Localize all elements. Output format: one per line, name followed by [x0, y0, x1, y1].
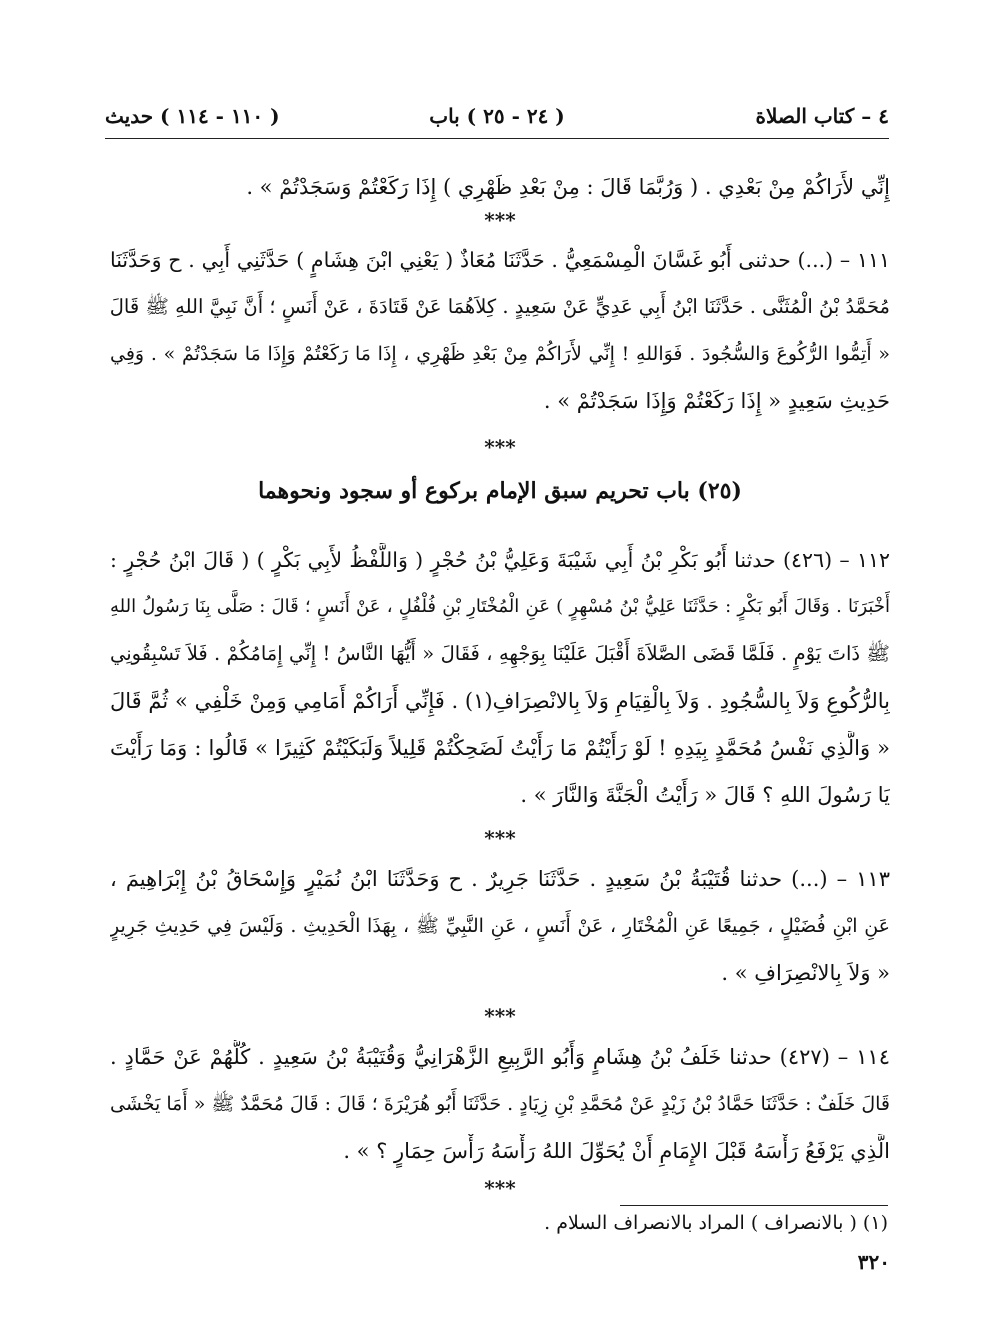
separator-stars: *** — [484, 208, 516, 232]
text-line: بِالرُّكُوعِ وَلاَ بِالسُّجُودِ . وَلاَ بِالْقِيَامِ وَلاَ بِالانْصِرَافِ(١) . فَإِنِّي أَرَاكُمْ أَمَامِي وَمِنْ خَلْفِي » ثُمَّ قَالَ — [110, 689, 890, 713]
hadith-113-line: ١١٣ – (...) حدثنا قُتَيْبَةُ بْنُ سَعِيدٍ . حَدَّثَنَا جَرِيرٌ . ح وَحَدَّثَنَا ابْنُ نُمَيْرٍ وَإِسْحَاقُ بْنُ إِبْرَاهِيمَ ، — [110, 867, 890, 891]
text-line: حَدِيثِ سَعِيدٍ « إِذَا رَكَعْتُمْ وَإِذَا سَجَدْتُمْ » . — [543, 389, 890, 413]
text-line: « أَتِمُّوا الرُّكُوعَ وَالسُّجُودَ . فَوَاللهِ ! إِنِّي لأَرَاكُمْ مِنْ بَعْدِ ظَهْرِي ، إِذَا مَا رَكَعْتُمْ وَإِذَا مَا سَجَدْتُمْ » . وَفِي — [110, 343, 890, 365]
text-line: « وَلاَ بِالانْصِرَافِ » . — [721, 961, 890, 985]
header-hadith-range: ( ١١٠ - ١١٤ ) حديث — [105, 104, 280, 128]
text-line: أَخْبَرَنَا . وَقَالَ أَبُو بَكْرٍ : حَدَّثَنَا عَلِيُّ بْنُ مُسْهِرٍ ) عَنِ الْمُخْتَارِ بْنِ فُلْفُلٍ ، عَنْ أَنَسٍ ؛ قَالَ : صَلَّى بِنَا رَسُولُ اللهِ — [110, 596, 890, 617]
text-line: الَّذِي يَرْفَعُ رَأْسَهُ قَبْلَ الإِمَامِ أَنْ يُحَوِّلَ اللهُ رَأْسَهُ رَأْسَ حِمَارٍ ؟ » . — [343, 1139, 890, 1163]
separator-stars: *** — [484, 826, 516, 850]
header-chapter-range: ( ٢٤ - ٢٥ ) باب — [429, 104, 565, 128]
header-rule — [105, 138, 889, 139]
text-line: ﷺ ذَاتَ يَوْمٍ . فَلَمَّا قَضَى الصَّلاَةَ أَقْبَلَ عَلَيْنَا بِوَجْهِهِ ، فَقَالَ « أَيُّهَا النَّاسُ ! إِنِّي إِمَامُكُمْ . فَلاَ تَسْبِقُونِي — [110, 642, 890, 665]
footnote: (١) ( بالانصراف ) المراد بالانصراف السلام . — [544, 1212, 888, 1234]
text-line: يَا رَسُولَ اللهِ ؟ قَالَ « رَأَيْتُ الْجَنَّةَ وَالنَّارَ » . — [520, 783, 890, 807]
separator-stars: *** — [484, 1176, 516, 1200]
text-line: قَالَ خَلَفٌ : حَدَّثَنَا حَمَّادُ بْنُ زَيْدٍ عَنْ مُحَمَّدِ بْنِ زِيَادٍ . حَدَّثَنَا أَبُو هُرَيْرَةَ ؛ قَالَ : قَالَ مُحَمَّدٌ ﷺ « أَمَا يَخْشَى — [110, 1093, 890, 1115]
page-number: ٣٢٠ — [857, 1250, 890, 1274]
separator-stars: *** — [484, 1004, 516, 1028]
text-line: إِنِّي لأَرَاكُمْ مِنْ بَعْدِي . ( وَرُبَّمَا قَالَ : مِنْ بَعْدِ ظَهْرِي ) إِذَا رَكَعْتُمْ وَسَجَدْتُمْ » . — [246, 175, 890, 199]
hadith-112-line: ١١٢ – (٤٢٦) حدثنا أَبُو بَكْرِ بْنُ أَبِي شَيْبَةَ وَعَلِيُّ بْنُ حُجْرٍ ( وَاللَّفْظُ لأَبِي بَكْرٍ ) ( قَالَ ابْنُ حُجْرٍ : — [110, 548, 890, 572]
header-book-title: ٤ – كتاب الصلاة — [755, 104, 889, 128]
chapter-title: (٢٥) باب تحريم سبق الإمام بركوع أو سجود ونحوهما — [258, 478, 742, 504]
hadith-114-line: ١١٤ – (٤٢٧) حدثنا خَلَفُ بْنُ هِشَامٍ وَأَبُو الرَّبِيعِ الزَّهْرَانِيُّ وَقُتَيْبَةُ بْنُ سَعِيدٍ . كُلُّهُمْ عَنْ حَمَّادٍ . — [110, 1045, 890, 1069]
text-line: « وَالَّذِي نَفْسُ مُحَمَّدٍ بِيَدِهِ ! لَوْ رَأَيْتُمْ مَا رَأَيْتُ لَضَحِكْتُمْ قَلِيلاً وَلَبَكَيْتُمْ كَثِيرًا » قَالُوا : وَمَا رَأَيْتَ — [110, 736, 890, 760]
text-line: مُحَمَّدُ بْنُ الْمُثَنَّى . حَدَّثَنَا ابْنُ أَبِي عَدِيٍّ عَنْ سَعِيدٍ . كِلاَهُمَا عَنْ قَتَادَةَ ، عَنْ أَنَسٍ ؛ أَنَّ نَبِيَّ اللهِ ﷺ قَالَ — [110, 295, 890, 318]
running-header — [105, 100, 889, 140]
text-line: عَنِ ابْنِ فُضَيْلٍ ، جَمِيعًا عَنِ الْمُخْتَارِ ، عَنْ أَنَسٍ ، عَنِ النَّبِيِّ ﷺ ، بِهَذَا الْحَدِيثِ . وَلَيْسَ فِي حَدِيثِ جَرِيرٍ — [110, 915, 890, 937]
separator-stars: *** — [484, 435, 516, 459]
footnote-rule — [620, 1205, 888, 1206]
hadith-111-line: ١١١ – (...) حدثنى أَبُو غَسَّانَ الْمِسْمَعِيُّ . حَدَّثَنَا مُعَاذٌ ( يَعْنِي ابْنَ هِشَامٍ ) حَدَّثَنِي أَبِي . ح وَحَدَّثَنَا — [110, 248, 890, 272]
